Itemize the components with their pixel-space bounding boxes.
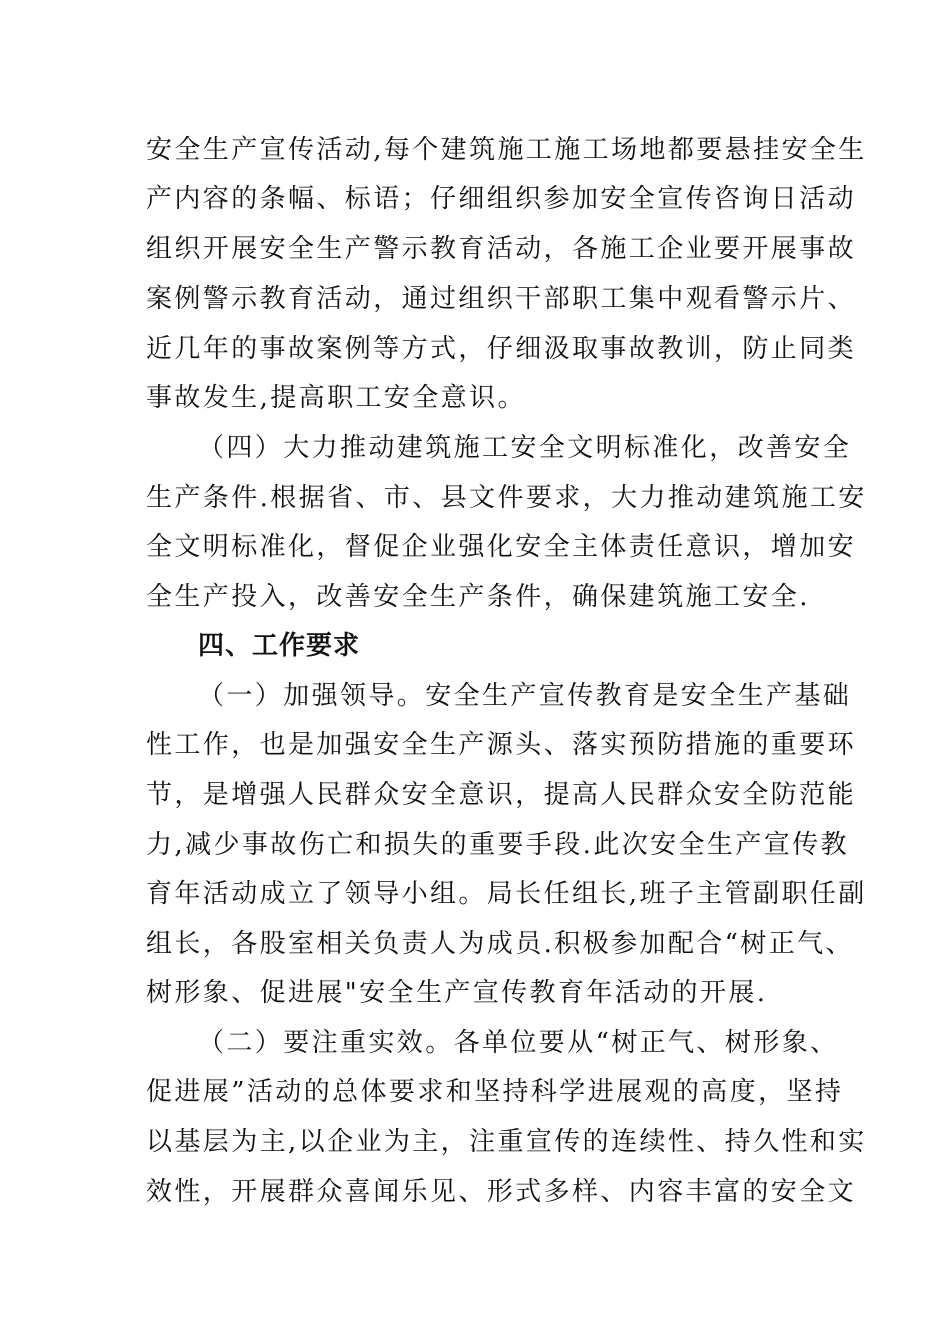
paragraph-first-line: （四）大力推动建筑施工安全文明标准化，改善安全 <box>198 433 852 463</box>
text-line: 事故发生,提高职工安全意识。 <box>146 383 526 413</box>
text-line: 近几年的事故案例等方式，仔细汲取事故教训，防止同类 <box>146 334 857 364</box>
text-line: 效性，开展群众喜闻乐见、形式多样、内容丰富的安全文 <box>146 1177 857 1207</box>
text-line: 节，是增强人民群众安全意识，提高人民群众安全防范能 <box>146 780 857 810</box>
text-line: 产内容的条幅、标语；仔细组织参加安全宣传咨询日活动 <box>146 184 857 214</box>
text-line: 育年活动成立了领导小组。局长任组长,班子主管副职任副 <box>146 879 867 909</box>
text-line: 全生产投入，改善安全生产条件，确保建筑施工安全. <box>146 582 810 612</box>
text-line: 性工作，也是加强安全生产源头、落实预防措施的重要环 <box>146 730 857 760</box>
text-line: 组长，各股室相关负责人为成员.积极参加配合“树正气、 <box>146 929 854 959</box>
text-line: 全文明标准化，督促企业强化安全主体责任意识，增加安 <box>146 532 857 562</box>
section-heading: 四、工作要求 <box>198 631 361 661</box>
text-line: 案例警示教育活动，通过组织干部职工集中观看警示片、 <box>146 284 857 314</box>
text-line: 组织开展安全生产警示教育活动，各施工企业要开展事故 <box>146 234 857 264</box>
text-line: 以基层为主,以企业为主，注重宣传的连续性、持久性和实 <box>146 1127 867 1157</box>
text-line: 生产条件.根据省、市、县文件要求，大力推动建筑施工安 <box>146 483 867 513</box>
text-line: 树形象、促进展"安全生产宣传教育年活动的开展. <box>146 978 768 1008</box>
paragraph-first-line: （二）要注重实效。各单位要从“树正气、树形象、 <box>198 1028 839 1058</box>
text-line: 力,减少事故伤亡和损失的重要手段.此次安全生产宣传教 <box>146 830 849 860</box>
text-line: 促进展”活动的总体要求和坚持科学进展观的高度，坚持 <box>146 1077 844 1107</box>
text-line: 安全生产宣传活动,每个建筑施工施工场地都要悬挂安全生 <box>146 135 867 165</box>
paragraph-first-line: （一）加强领导。安全生产宣传教育是安全生产基础 <box>198 681 852 711</box>
